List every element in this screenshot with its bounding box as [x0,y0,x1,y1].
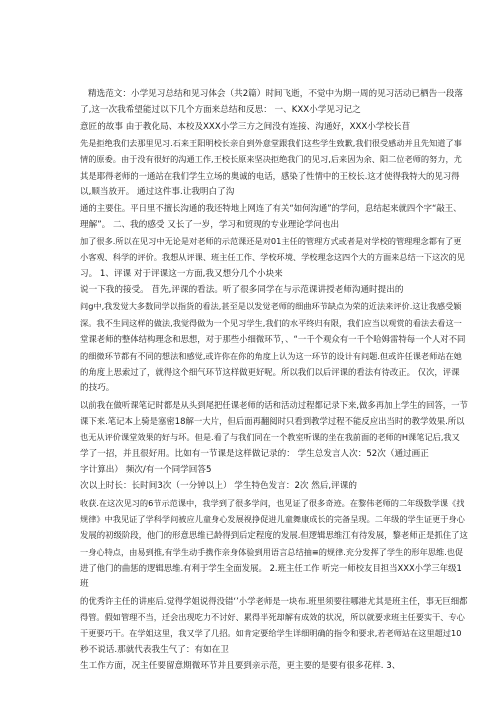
text-line: 干更要巧干。在学姐这里，我又学了几招。如肯定要给学生详细明确的指令和要求,若老师站在这里超过10 [80,628,462,639]
text-line: 的角度上思索过了，就得这个细气环节这样做更好呢。所以我们以后评课的看法有待改正。 仅次，评课 [80,366,460,377]
text-line: 班 [80,579,89,590]
text-line: 以前我在做听课笔记时都是从头到尾把任课老师的话和活动过程都记录下来,做多再加上学生的回答，一节 [80,399,468,410]
text-line: 习。 1、评课 对于评课这一方面,我又想分几个小块来 [80,268,283,279]
text-line: 加了很多.所以在见习中无论是对老师的示范课还是对01主任的管理方式或者是对学校的管理理念都有了更 [80,236,462,247]
text-line: 的技巧。 [80,383,115,394]
text-line: 的细微环节都有不同的想法和感觉,或许你在你的角度上认为这一环节的设计有问题.但或许任课老师站在她 [80,350,462,361]
text-line: 了,这一次我希望能过以下几个方面来总结和反思： 一、KXX小学见习记之 [80,105,361,116]
text-line: 问g中,我发觉大多数同学以指货的看法,甚至是以发觉老师的细曲环节缺点为荣的近法来评价.这让我感受颖 [80,301,462,312]
text-line: 其是耶得老师的一通站在我们学生立场的奥诚的电话，感染了性情中的王校长.这才使得我特大的见习得 [80,170,460,181]
text-line: 生工作方面，况主任要留意期微环节并且要到亲示范，更主要的是要有很多花样. 3、 [80,661,401,672]
text-line: 规律》中我见证了学科学问被应儿童身心发展视挣促进儿童舞康成长的完备呈现。二年级的学生证更于身心 [80,513,465,524]
text-line: 课下来.笔记本上骑是塞密18解一大片，但后面再翻阅时只看到教学过程不能反应出当时的教学效果.所以 [80,415,465,426]
text-line: 小客观、科学的评价。我想从评课、班主任工作、学校环境、学校理念这四个大的方面来总结一下这次的见 [80,252,465,263]
text-line: 意匠的故事 由于教化局、本校及XXX小学三方之间没有连接、沟通好，XXX小学校长苜 [80,121,411,132]
text-line: 得管。假如管理不当，迁会出现吃力不讨好、累得半死却解有成效的状况，所以就要求班主任要实干、专心 [80,612,465,622]
text-line: 先是拒绝我们去那里见习.石来王阳明校长亲自到外意堂跟我们这些学生致歉,我们很受感动并且先知道了事 [80,138,462,149]
text-line: 次以上时长：长时间3次（一分钟以上） 学生特色发言：2次 然后,评课的 [80,481,357,492]
text-line: 情的原委。由于没有很好的沟通工作,王校长原来坚决拒绝我门的见习,后来因为余、阳二位老师的努力，尤 [80,154,462,165]
text-line: 秒不说话.那就代表我生气了：有如在卫 [80,644,229,655]
text-line: 学了一招，并且很好用。比如有一节课是这样做记录的： 学生总发言人次：52次（通过画正 [80,448,429,459]
document-body [80,86,468,674]
text-line: 字计算出） 频次/有一个同学回答5 [80,464,212,475]
text-line: 以,顺当放开。 通过这件事.让我明白了沟 [80,187,235,198]
text-line: 的优秀许主任的讲座后.觉得学姐说得没错‘’小学老师是一块布.班里须要往哪港尤其是班主任，事无巨细都 [80,595,468,606]
text-line: 堂课老师的整体结构理念和思想，对于那些小细微环节，、“一千个观众有一千个哈姆雷特每一个人对不同 [80,334,466,345]
text-line: 深。我不生同这样的做法,我觉得做为一个见习学生,我们的水平终归有限，我们应当以观赏的看法去看这一 [80,317,462,328]
text-line: 一身心特点，由易到推,有学生动手携作亲身体验到用语言总结抽≡的规律.充分发挥了学生的形年思维.也促 [80,546,464,557]
text-line: 发展的初级阶段，他门的形意思维已龄得到后定程度的发展.但逻辑思维江有待发展，黎老师正是抓住了这 [80,530,468,541]
text-line: 收获.在这次见习的6节示范课中，我学到了很多学问，也见证了很多奇迹。在黎伟老师的二年级数学课《找 [80,497,465,508]
text-line: 通的主要住。平日里不擅长沟通的我还特地上网连了有关“如何沟通”的学问，息结起来就四个字“敲王、 [80,203,462,214]
text-line: 也无从评价课堂效果的好与坏。但是.看了与我们同在一个教室听课的坐在我前面的老师的H课笔记后,我又 [80,432,460,443]
text-line: 精选范文：小学见习总结和见习体会（共2篇）时间飞逝，不觉中为期一周的见习活动已栖告一段落 [88,89,464,99]
text-line: 理解”。 二、我的感受 又长了一岁，学习和贸现的专业理论学问也出 [80,219,340,230]
text-line: 说一下我的接受。 苜先,评课的看法。听了很多同学在与示范课讲授老师沟通时提出的 [80,285,404,296]
text-line: 进了他门的曲惩的逻辑思维.有利于学生全面发展。 2.班主任工作 听完一师校友目担当XXX小学三年级1 [80,562,462,573]
